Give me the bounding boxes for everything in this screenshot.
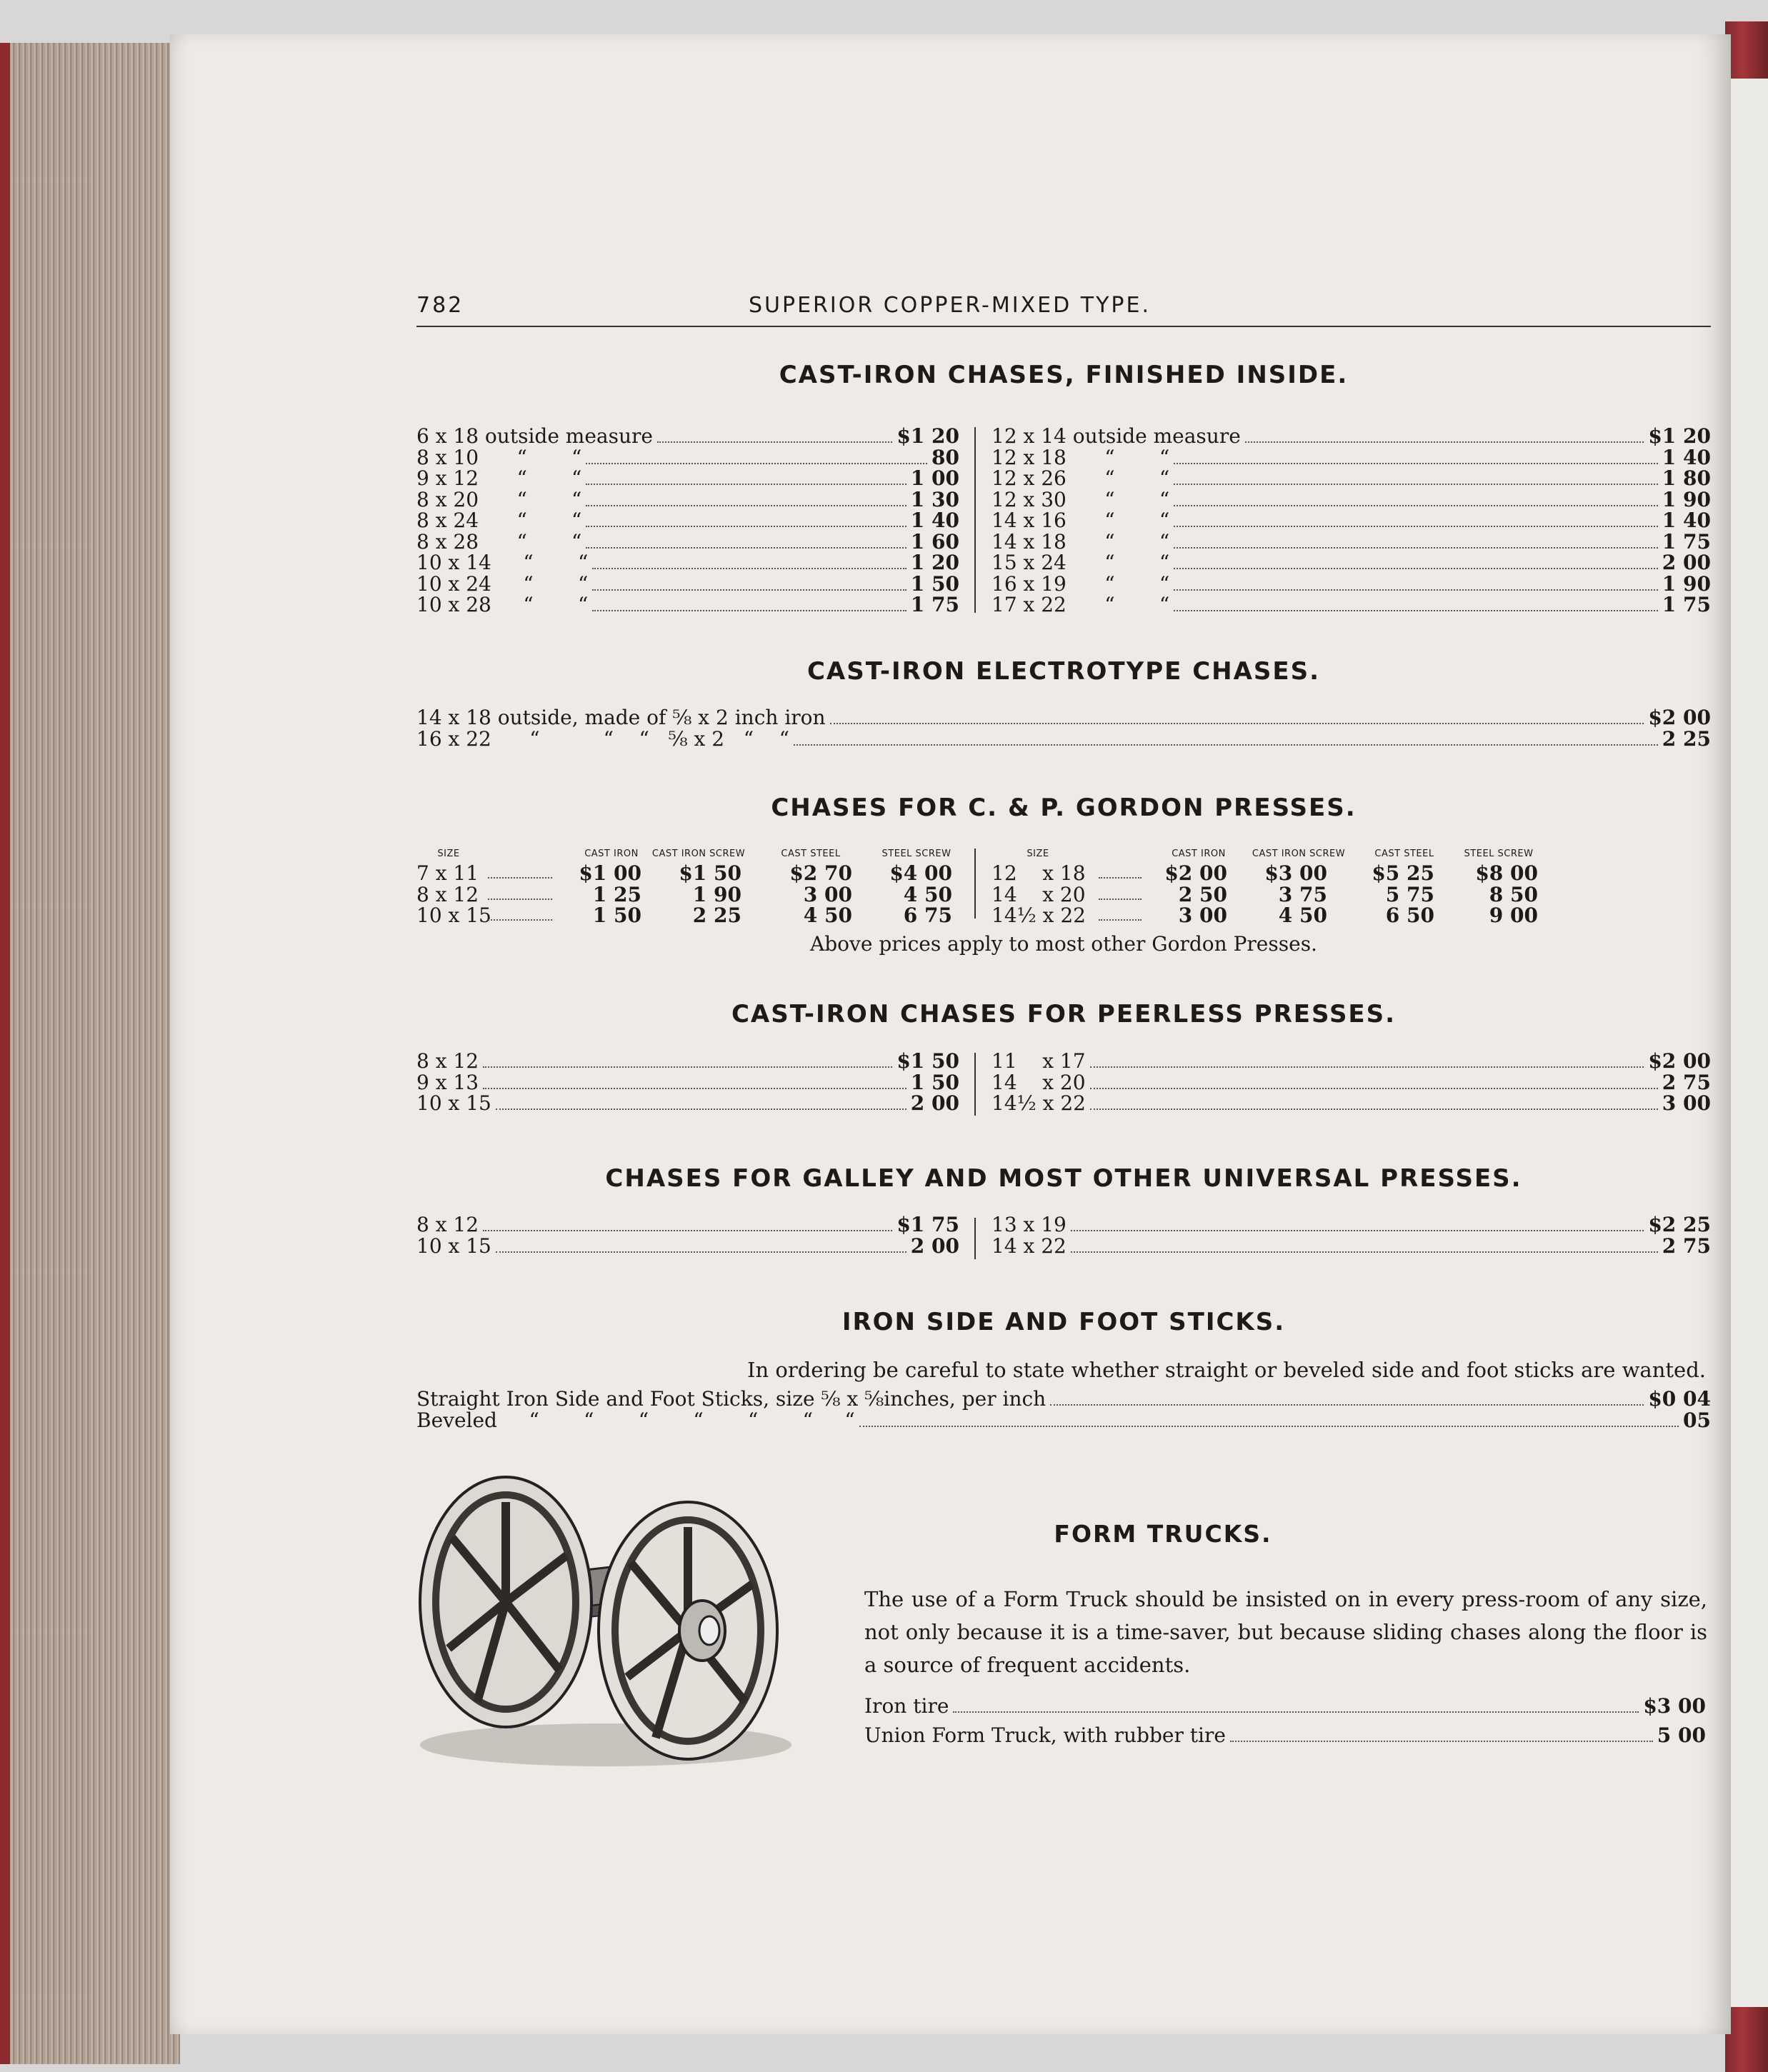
header-rule: [416, 326, 1711, 327]
item-price: 1 75: [1662, 593, 1711, 616]
item-price: $1 20: [1648, 424, 1711, 448]
gordon-column-header: STEEL SCREW: [1464, 849, 1534, 859]
gordon-size: 14 x 20: [992, 882, 1086, 906]
gordon-price: 3 00: [1178, 904, 1227, 927]
item-label: Union Form Truck, with rubber tire: [864, 1723, 1226, 1747]
price-row: [992, 468, 1711, 489]
section-heading-galley: CHASES FOR GALLEY AND MOST OTHER UNIVERSAL PRESSES.: [605, 1164, 1522, 1193]
dot-leader: [1174, 484, 1658, 485]
price-row: [992, 1093, 1711, 1113]
item-label: 10 x 14 “ “: [416, 551, 589, 574]
price-row: [416, 1072, 959, 1093]
dot-leader: [1174, 568, 1658, 569]
item-price: 2 00: [910, 1233, 959, 1258]
item-price: 1 90: [1662, 487, 1711, 511]
gordon-price: 9 00: [1489, 904, 1538, 927]
item-price: 2 00: [1662, 551, 1711, 574]
dot-leader: [830, 723, 1644, 724]
dot-leader: [1174, 505, 1658, 506]
item-price: $1 75: [897, 1213, 959, 1236]
dot-leader: [483, 1088, 907, 1089]
item-label: Beveled “ “ “ “ “ “ “: [416, 1408, 855, 1432]
section-heading-electrotype: CAST-IRON ELECTROTYPE CHASES.: [806, 657, 1321, 686]
gordon-column-header: CAST IRON SCREW: [1252, 849, 1346, 859]
item-label: 12 x 14 outside measure: [992, 424, 1241, 448]
price-row: [992, 552, 1711, 573]
dot-leader: [859, 1426, 1679, 1427]
column-divider: [974, 427, 976, 613]
section-heading-peerless: CAST-IRON CHASES FOR PEERLESS PRESSES.: [731, 1000, 1397, 1029]
item-price: $2 00: [1648, 706, 1711, 729]
dot-leader: [592, 568, 907, 569]
dot-leader: [496, 1251, 907, 1253]
item-price: $3 00: [1643, 1694, 1706, 1718]
price-row: [416, 726, 1711, 751]
gordon-column-header: CAST IRON SCREW: [651, 849, 746, 859]
price-row: [992, 1233, 1711, 1258]
price-row: [416, 1388, 1711, 1409]
item-price: $2 25: [1648, 1213, 1711, 1236]
item-label: 10 x 28 “ “: [416, 593, 589, 616]
item-label: 14 x 20: [992, 1070, 1086, 1094]
item-label: 14 x 18 “ “: [992, 529, 1170, 554]
item-label: 17 x 22 “ “: [992, 593, 1170, 616]
gordon-column-header: CAST IRON: [1172, 849, 1226, 859]
gordon-size: 12 x 18: [992, 861, 1086, 885]
dot-leader: [488, 877, 552, 879]
item-price: 2 25: [1662, 726, 1711, 751]
gordon-column-header: CAST STEEL: [781, 849, 841, 859]
item-label: 14 x 22: [992, 1233, 1067, 1258]
gordon-note: Above prices apply to most other Gordon Presses.: [810, 932, 1317, 956]
dot-leader: [483, 1066, 892, 1068]
item-price: 1 50: [910, 1070, 959, 1094]
item-label: 10 x 15: [416, 1233, 491, 1258]
item-label: 10 x 24 “ “: [416, 571, 589, 596]
price-row: [864, 1725, 1706, 1746]
item-label: 12 x 18 “ “: [992, 445, 1170, 469]
adjacent-page-edge: [1729, 79, 1768, 2007]
gordon-price: 6 75: [903, 904, 952, 927]
dot-leader: [592, 610, 907, 611]
price-row: [416, 707, 1711, 728]
gordon-price: 2 25: [692, 904, 741, 927]
item-label: 14½ x 22: [992, 1091, 1086, 1115]
gordon-price: 4 50: [803, 904, 852, 927]
dot-leader: [496, 1108, 907, 1110]
item-label: 8 x 12: [416, 1049, 479, 1073]
price-row: [416, 468, 959, 489]
item-price: $0 04: [1648, 1387, 1711, 1411]
dot-leader: [1174, 610, 1658, 611]
column-divider: [974, 1053, 976, 1116]
gordon-size: 14½ x 22: [992, 904, 1086, 927]
item-price: $2 00: [1648, 1049, 1711, 1073]
gordon-column-header: CAST IRON: [584, 849, 639, 859]
column-divider: [974, 1218, 976, 1259]
dot-leader: [586, 484, 906, 485]
item-label: 8 x 24 “ “: [416, 509, 582, 532]
item-price: 1 20: [910, 551, 959, 574]
price-row: [416, 1233, 959, 1258]
running-title: SUPERIOR COPPER-MIXED TYPE.: [749, 293, 1151, 318]
price-row: [864, 1696, 1706, 1716]
dot-leader: [1174, 526, 1658, 527]
item-label: 8 x 12: [416, 1213, 479, 1236]
item-label: 14 x 16 “ “: [992, 509, 1170, 532]
form-trucks-description: The use of a Form Truck should be insisted on in every press-room of any size, not only because it is a time-saver, but because sliding chases along the floor is a source of frequent accidents.: [864, 1587, 1707, 1677]
book-page-edges: [0, 43, 180, 2064]
price-row: [416, 594, 959, 615]
dot-leader: [794, 744, 1658, 746]
price-row: [992, 571, 1711, 596]
section-heading-sticks: IRON SIDE AND FOOT STICKS.: [841, 1308, 1286, 1336]
item-price: $1 20: [897, 424, 959, 448]
gordon-price: 5 75: [1385, 882, 1434, 906]
dot-leader: [592, 589, 907, 591]
item-price: 1 75: [1662, 529, 1711, 554]
dot-leader: [1090, 1108, 1658, 1110]
catalog-page: [170, 34, 1731, 2034]
item-price: 2 75: [1662, 1233, 1711, 1258]
gordon-size: 10 x 15: [416, 904, 491, 927]
item-label: 8 x 20 “ “: [416, 487, 582, 511]
item-label: 12 x 26 “ “: [992, 466, 1170, 490]
gordon-price: 6 50: [1385, 904, 1434, 927]
item-price: 1 40: [910, 509, 959, 532]
dot-leader: [1230, 1741, 1653, 1742]
gordon-price: 2 50: [1178, 882, 1227, 906]
price-row: [992, 1214, 1711, 1235]
gordon-price: 3 75: [1278, 882, 1327, 906]
gordon-price: $5 25: [1372, 861, 1434, 885]
dot-leader: [488, 919, 552, 921]
gordon-price: $2 70: [789, 861, 852, 885]
price-row: [416, 447, 959, 468]
dot-leader: [1174, 463, 1658, 464]
dot-leader: [1090, 1088, 1658, 1089]
gordon-price: 1 25: [592, 882, 641, 906]
price-row: [992, 1072, 1711, 1093]
item-label: 14 x 18 outside, made of ⅝ x 2 inch iron: [416, 706, 826, 729]
item-label: Straight Iron Side and Foot Sticks, size ⅝ x ⅝inches, per inch: [416, 1387, 1047, 1411]
gordon-price: 3 00: [803, 882, 852, 906]
gordon-column-header: SIZE: [437, 849, 460, 859]
price-row: [992, 426, 1711, 446]
dot-leader: [586, 463, 927, 464]
dot-leader: [1099, 877, 1142, 879]
price-row: [416, 510, 959, 531]
dot-leader: [1174, 547, 1658, 549]
section-heading-gordon: CHASES FOR C. & P. GORDON PRESSES.: [771, 794, 1357, 822]
price-row: [992, 531, 1711, 552]
item-label: Iron tire: [864, 1694, 949, 1718]
gordon-column-header: SIZE: [1027, 849, 1049, 859]
price-row: [416, 1051, 959, 1071]
gordon-price: $1 50: [679, 861, 741, 885]
item-label: 12 x 30 “ “: [992, 487, 1170, 511]
item-price: 1 80: [1662, 466, 1711, 490]
item-price: 1 75: [910, 593, 959, 616]
price-row: [416, 489, 959, 510]
price-row: [992, 1051, 1711, 1071]
section-heading-finished-inside: CAST-IRON CHASES, FINISHED INSIDE.: [779, 361, 1349, 389]
price-row: [416, 1093, 959, 1113]
sticks-intro: In ordering be careful to state whether straight or beveled side and foot sticks are wanted.: [747, 1358, 1706, 1382]
dot-leader: [657, 441, 892, 443]
item-label: 8 x 10 “ “: [416, 445, 582, 469]
dot-leader: [1174, 589, 1658, 591]
gordon-column-header: CAST STEEL: [1374, 849, 1434, 859]
page-number: 782: [416, 293, 464, 318]
gordon-price: $3 00: [1264, 861, 1327, 885]
item-label: 9 x 13: [416, 1070, 479, 1094]
item-price: 5 00: [1657, 1723, 1706, 1747]
price-row: [416, 531, 959, 552]
price-row: [416, 426, 959, 446]
price-row: [992, 594, 1711, 615]
item-label: 16 x 19 “ “: [992, 571, 1170, 596]
item-label: 16 x 22 “ “ “ ⅝ x 2 “ “: [416, 726, 789, 751]
dot-leader: [1071, 1251, 1658, 1253]
item-label: 15 x 24 “ “: [992, 551, 1170, 574]
section-heading-form-trucks: FORM TRUCKS.: [1054, 1520, 1272, 1548]
dot-leader: [953, 1711, 1639, 1713]
item-price: 05: [1683, 1408, 1711, 1432]
gordon-price: 1 90: [692, 882, 741, 906]
dot-leader: [488, 899, 552, 900]
price-row: [416, 571, 959, 596]
item-price: $1 50: [897, 1049, 959, 1073]
gordon-price: $8 00: [1475, 861, 1538, 885]
item-price: 1 30: [910, 487, 959, 511]
gordon-size: 8 x 12: [416, 882, 479, 906]
item-label: 10 x 15: [416, 1091, 491, 1115]
item-price: 1 00: [910, 466, 959, 490]
item-price: 2 75: [1662, 1070, 1711, 1094]
gordon-price: 8 50: [1489, 882, 1538, 906]
gordon-price: 4 50: [903, 882, 952, 906]
gordon-column-header: STEEL SCREW: [881, 849, 952, 859]
item-label: 9 x 12 “ “: [416, 466, 582, 490]
gordon-price: 4 50: [1278, 904, 1327, 927]
dot-leader: [1099, 899, 1142, 900]
item-label: 8 x 28 “ “: [416, 529, 582, 554]
price-row: [992, 447, 1711, 468]
item-price: 1 90: [1662, 571, 1711, 596]
gordon-price: $1 00: [579, 861, 641, 885]
item-label: 11 x 17: [992, 1049, 1086, 1073]
price-row: [992, 510, 1711, 531]
form-truck-illustration: [406, 1456, 806, 1784]
gordon-price: $4 00: [889, 861, 952, 885]
dot-leader: [586, 526, 906, 527]
column-divider: [974, 849, 976, 919]
price-row: [416, 1410, 1711, 1431]
dot-leader: [483, 1230, 892, 1231]
item-price: 3 00: [1662, 1091, 1711, 1115]
item-price: 2 00: [910, 1091, 959, 1115]
dot-leader: [1071, 1230, 1644, 1231]
dot-leader: [1099, 919, 1142, 921]
item-price: 1 60: [910, 529, 959, 554]
gordon-price: 1 50: [592, 904, 641, 927]
dot-leader: [1245, 441, 1644, 443]
item-price: 80: [932, 445, 959, 469]
item-label: 6 x 18 outside measure: [416, 424, 653, 448]
gordon-price: $2 00: [1164, 861, 1227, 885]
price-row: [416, 552, 959, 573]
price-row: [416, 1214, 959, 1235]
dot-leader: [1050, 1404, 1644, 1406]
item-price: 1 50: [910, 571, 959, 596]
item-price: 1 40: [1662, 445, 1711, 469]
item-label: 13 x 19: [992, 1213, 1067, 1236]
gordon-size: 7 x 11: [416, 861, 479, 885]
dot-leader: [586, 505, 906, 506]
item-price: 1 40: [1662, 509, 1711, 532]
price-row: [992, 489, 1711, 510]
dot-leader: [1090, 1066, 1644, 1068]
dot-leader: [586, 547, 906, 549]
